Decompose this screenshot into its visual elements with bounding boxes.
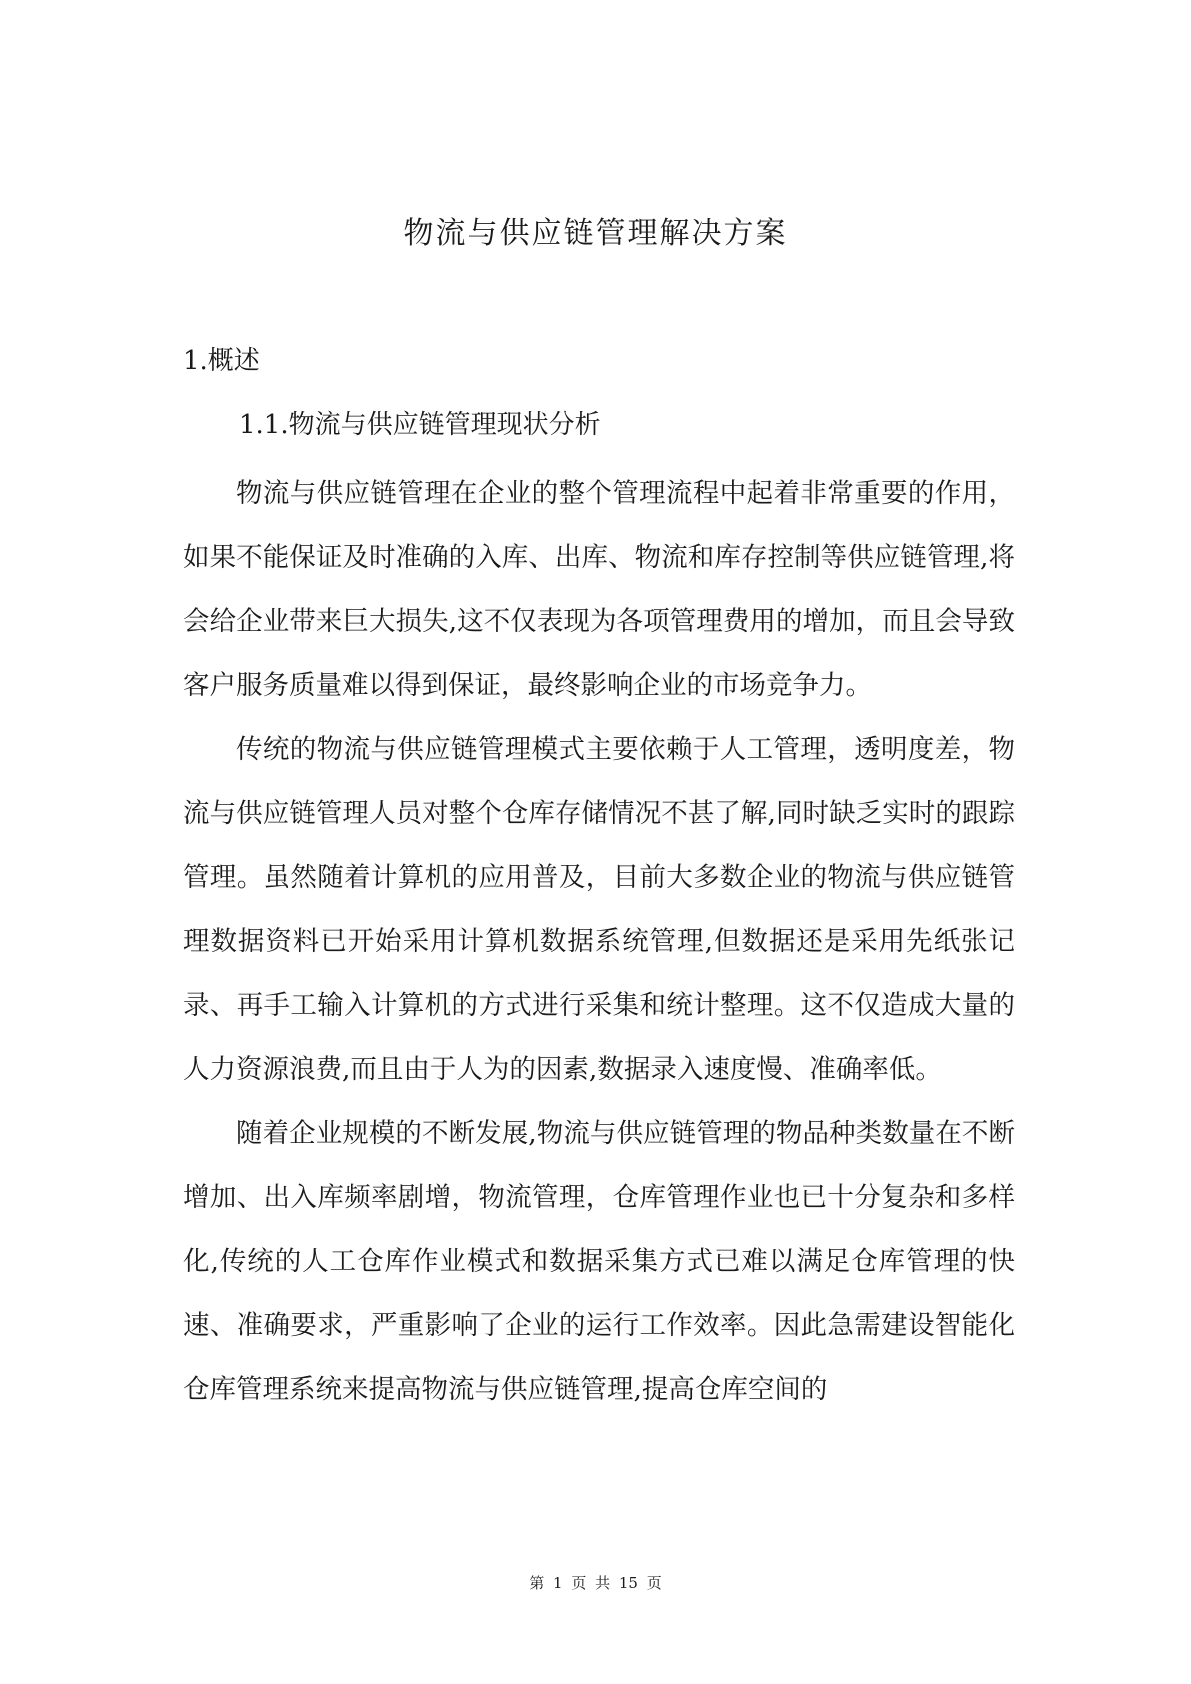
- section-heading: 1.概述: [183, 346, 260, 376]
- page-footer: 第 1 页 共 15 页: [529, 1574, 662, 1592]
- paragraph-2: 传统的物流与供应链管理模式主要依赖于人工管理，透明度差，物流与供应链管理人员对整个仓库存储情况不甚了解,同时缺乏实时的跟踪管理。虽然随着计算机的应用普及，目前大多数企业的物流与供应链管理数据资料已开始采用计算机数据系统管理,但数据还是采用先纸张记录、再手工输入计算机的方式进行采集和统计整理。这不仅造成大量的人力资源浪费,而且由于人为的因素,数据录入速度慢、准确率低。: [183, 734, 1015, 1085]
- subsection-heading: 1.1.物流与供应链管理现状分析: [239, 410, 601, 440]
- document-body: [183, 462, 1015, 1422]
- paragraph-1: 物流与供应链管理在企业的整个管理流程中起着非常重要的作用，如果不能保证及时准确的入库、出库、物流和库存控制等供应链管理,将会给企业带来巨大损失,这不仅表现为各项管理费用的增加，而且会导致客户服务质量难以得到保证，最终影响企业的市场竞争力。: [183, 478, 1015, 701]
- document-title: 物流与供应链管理解决方案: [403, 216, 788, 251]
- paragraph-3: 随着企业规模的不断发展,物流与供应链管理的物品种类数量在不断增加、出入库频率剧增，物流管理，仓库管理作业也已十分复杂和多样化,传统的人工仓库作业模式和数据采集方式已难以满足仓库管理的快速、准确要求，严重影响了企业的运行工作效率。因此急需建设智能化仓库管理系统来提高物流与供应链管理,提高仓库空间的: [183, 1118, 1015, 1405]
